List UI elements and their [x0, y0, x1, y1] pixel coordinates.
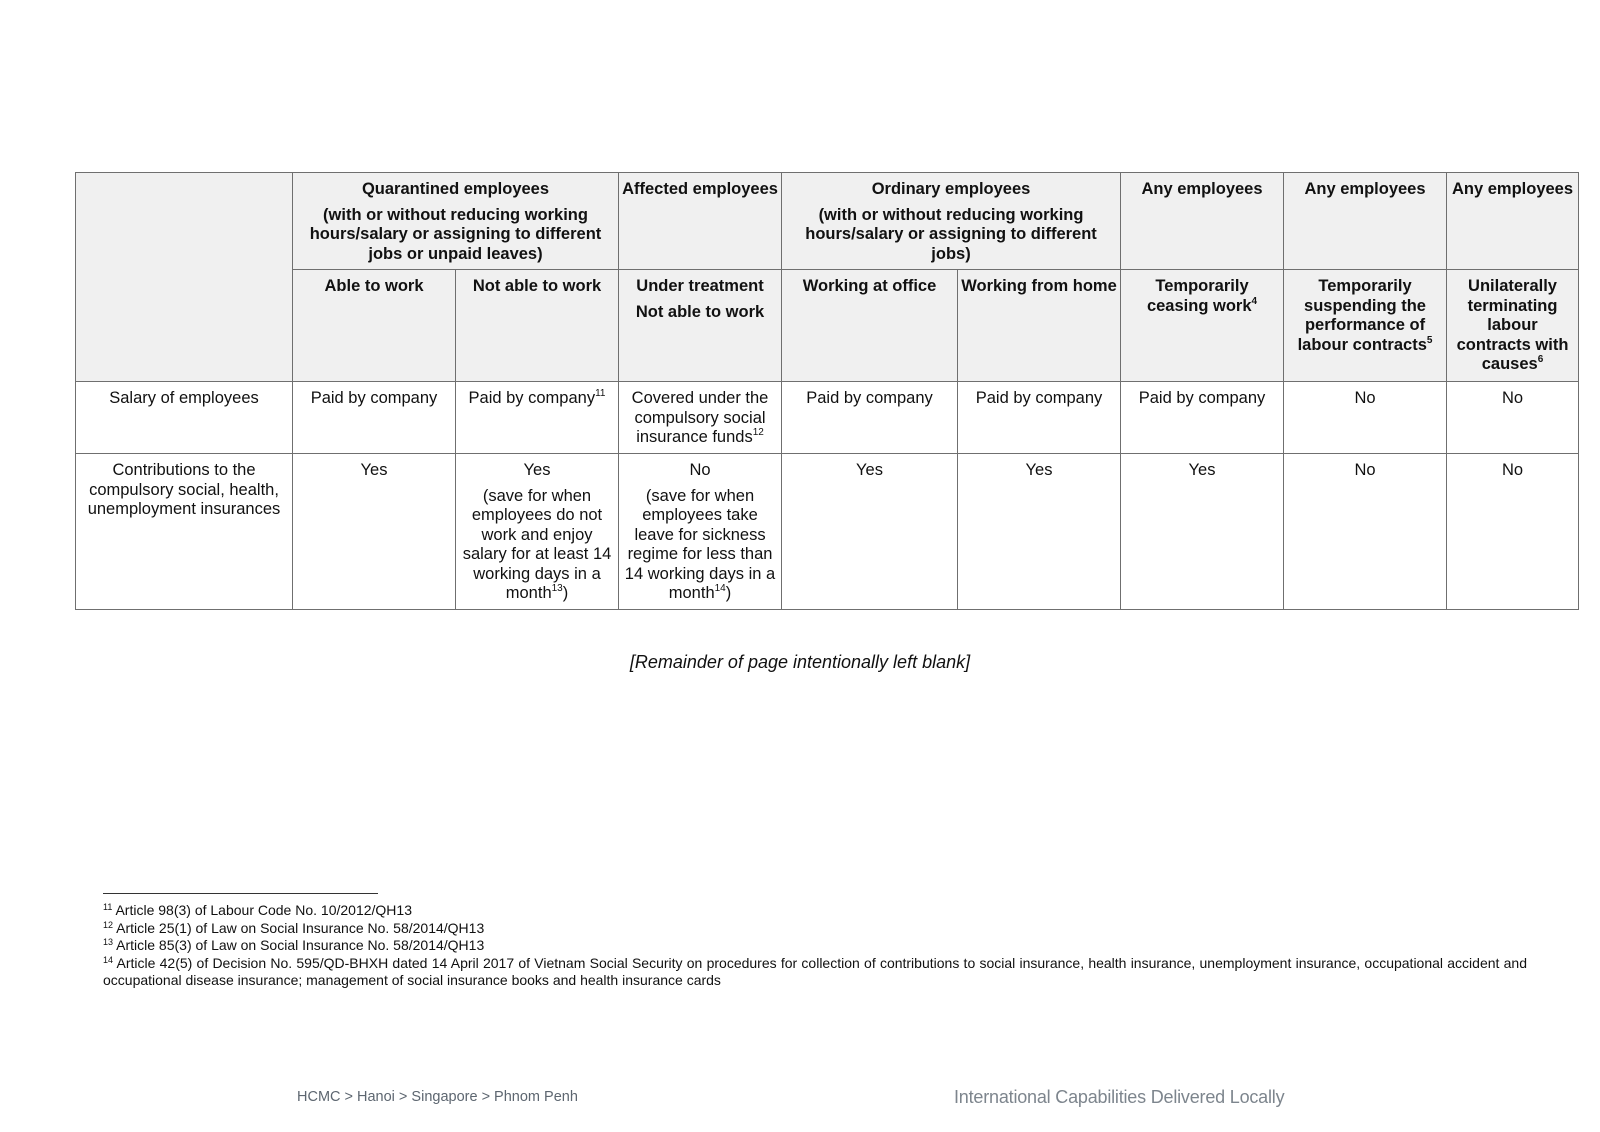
- subheader-working-from-home: [958, 270, 1121, 382]
- footnote-ref-11: 11: [595, 388, 606, 399]
- subheader-not-able-to-work-label: Not able to work: [472, 277, 602, 295]
- cell-contrib-not-able: [456, 454, 619, 610]
- footnote-ref-5: 5: [1426, 334, 1433, 346]
- footnote-ref-14: 14: [714, 583, 726, 594]
- subheader-temporarily-ceasing: [1121, 270, 1284, 382]
- footnote-ref-12: 12: [752, 427, 764, 438]
- footnote-ref-4: 4: [1251, 295, 1258, 307]
- subheader-not-able-to-work: [456, 270, 619, 382]
- cell-salary-terminating: No: [1447, 382, 1579, 454]
- subheader-working-at-office-label: Working at office: [802, 277, 937, 295]
- cell-salary-not-able: [456, 382, 619, 454]
- footer-locations: HCMC > Hanoi > Singapore > Phnom Penh: [297, 1089, 578, 1105]
- cell-salary-home: Paid by company: [958, 382, 1121, 454]
- table-row-salary: [76, 382, 1579, 454]
- cell-salary-office: Paid by company: [782, 382, 958, 454]
- subheader-under-treatment: [619, 270, 782, 382]
- footnote-14: [103, 955, 1527, 990]
- header-any-1-title: Any employees: [1141, 180, 1263, 198]
- subheader-working-at-office: [782, 270, 958, 382]
- cell-contrib-office: Yes: [782, 454, 958, 610]
- header-ordinary-title: Ordinary employees: [871, 180, 1031, 198]
- header-any-1: [1121, 173, 1284, 270]
- header-ordinary: [782, 173, 1121, 270]
- cell-contrib-under-treatment-close: ): [725, 584, 732, 602]
- footnote-ref-13: 13: [551, 583, 563, 594]
- cell-contrib-ceasing: Yes: [1121, 454, 1284, 610]
- table-row-contributions: [76, 454, 1579, 610]
- subheader-under-treatment-not-able-label: Not able to work: [635, 302, 765, 321]
- corner-cell: [76, 173, 293, 382]
- header-quarantined-title: Quarantined employees: [361, 180, 550, 198]
- footnote-14-number: 14: [103, 954, 114, 965]
- footnote-13-number: 13: [103, 937, 114, 947]
- footnote-12-text: Article 25(1) of Law on Social Insurance No. 58/2014/QH13: [116, 919, 485, 936]
- cell-contrib-home: Yes: [958, 454, 1121, 610]
- header-any-2-title: Any employees: [1304, 180, 1426, 198]
- header-affected-title: Affected employees: [622, 180, 778, 198]
- footnote-12: [103, 920, 1527, 938]
- header-affected: [619, 173, 782, 270]
- sub-header-row: [76, 270, 1579, 382]
- footnote-13-text: Article 85(3) of Law on Social Insurance No. 58/2014/QH13: [116, 937, 485, 953]
- cell-contrib-under-treatment-note: (save for when employees take leave for sickness regime for less than 14 working days in a month: [624, 486, 776, 602]
- subheader-working-from-home-label: Working from home: [961, 277, 1117, 295]
- row-label-salary: Salary of employees: [76, 382, 293, 454]
- header-ordinary-subtitle: (with or without reducing working hours/salary or assigning to different jobs): [805, 205, 1097, 263]
- subheader-temporarily-suspending: [1284, 270, 1447, 382]
- employee-coverage-table: [75, 172, 1579, 610]
- cell-salary-under-treatment: [619, 382, 782, 454]
- footnote-14-text: Article 42(5) of Decision No. 595/QD-BHXH dated 14 April 2017 of Vietnam Social Security on procedures for collection of contributions to social insurance, health insurance, unemployment insurance, occupational accident and occupational disease insurance; management of social insurance books and health insurance cards: [103, 954, 1527, 988]
- subheader-unilaterally-terminating: [1447, 270, 1579, 382]
- cell-contrib-suspending: No: [1284, 454, 1447, 610]
- cell-contrib-not-able-main: Yes: [523, 461, 551, 479]
- cell-contrib-under-treatment-main: No: [689, 461, 711, 479]
- cell-contrib-not-able-close: ): [562, 584, 569, 602]
- cell-salary-able: Paid by company: [293, 382, 456, 454]
- footnote-13: [103, 937, 1527, 955]
- cell-contrib-terminating: No: [1447, 454, 1579, 610]
- cell-contrib-not-able-note: (save for when employees do not work and enjoy salary for at least 14 working days in a month: [462, 486, 612, 602]
- cell-salary-not-able-text: Paid by company: [468, 389, 596, 407]
- cell-contrib-able: Yes: [293, 454, 456, 610]
- footnote-11: [103, 902, 1527, 920]
- footer-tagline: International Capabilities Delivered Locally: [954, 1087, 1285, 1107]
- group-header-row: [76, 173, 1579, 270]
- subheader-unilaterally-terminating-label: Unilaterally terminating labour contracts with causes: [1456, 277, 1569, 373]
- header-any-2: [1284, 173, 1447, 270]
- header-any-3-title: Any employees: [1451, 180, 1574, 198]
- header-quarantined: [293, 173, 619, 270]
- row-label-contributions: Contributions to the compulsory social, health, unemployment insurances: [76, 454, 293, 610]
- subheader-temporarily-suspending-label: Temporarily suspending the performance of labour contracts: [1297, 277, 1427, 354]
- footnote-11-number: 11: [103, 902, 113, 912]
- cell-contrib-under-treatment: [619, 454, 782, 610]
- remainder-note: [Remainder of page intentionally left blank]: [629, 652, 971, 672]
- header-quarantined-subtitle: (with or without reducing working hours/salary or assigning to different jobs or unpaid leaves): [309, 205, 602, 263]
- footnote-ref-6: 6: [1537, 354, 1544, 365]
- cell-salary-ceasing: Paid by company: [1121, 382, 1284, 454]
- footnote-11-text: Article 98(3) of Labour Code No. 10/2012/QH13: [115, 902, 412, 918]
- cell-salary-under-treatment-text: Covered under the compulsory social insurance funds: [631, 389, 769, 446]
- subheader-temporarily-ceasing-label: Temporarily ceasing work: [1146, 277, 1252, 315]
- header-any-3: [1447, 173, 1579, 270]
- footnote-divider: [103, 893, 378, 894]
- footnotes: [103, 902, 1527, 990]
- subheader-able-to-work-label: Able to work: [324, 277, 424, 295]
- subheader-able-to-work: [293, 270, 456, 382]
- subheader-under-treatment-label: Under treatment: [636, 277, 764, 295]
- footnote-12-number: 12: [103, 919, 114, 930]
- cell-salary-suspending: No: [1284, 382, 1447, 454]
